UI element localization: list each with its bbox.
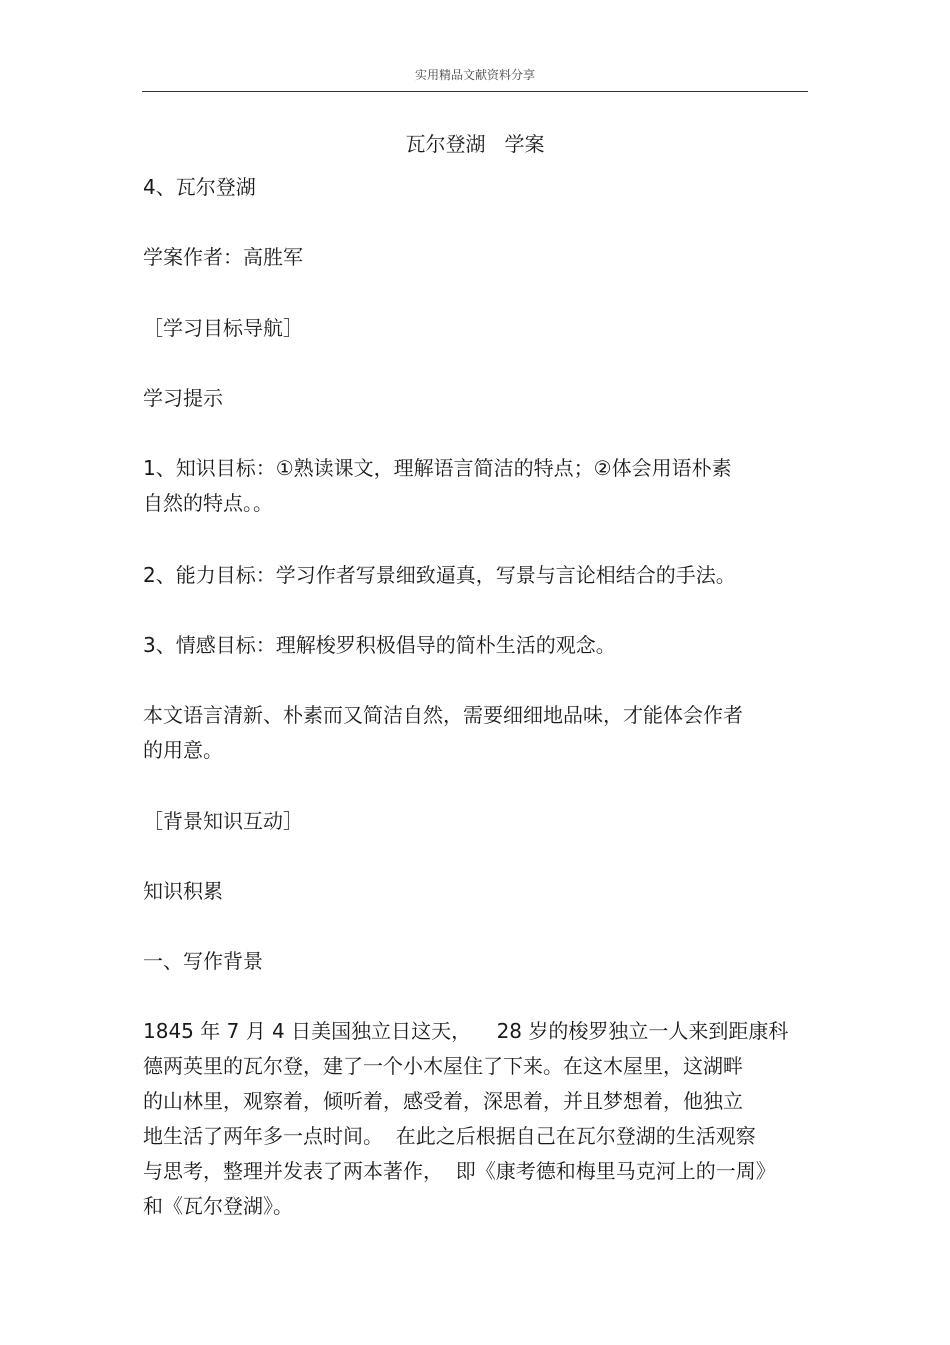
paragraph-line: 自然的特点。。 (143, 491, 273, 515)
section-background-knowledge: ［背景知识互动］ (143, 809, 303, 833)
header-divider (142, 91, 808, 92)
paragraph-line: 1845 年 7 月 4 日美国独立日这天， 28 岁的梭罗独立一人来到距康科 (143, 1019, 789, 1043)
paragraph-line: 本文语言清新、朴素而又简洁自然，需要细细地品味，才能体会作者 (143, 703, 743, 727)
goal-ability: 2、能力目标：学习作者写景细致逼真，写景与言论相结合的手法。 (143, 563, 736, 587)
goal-emotion: 3、情感目标：理解梭罗积极倡导的简朴生活的观念。 (143, 633, 616, 657)
paragraph-line: 与思考，整理并发表了两本著作， 即《康考德和梅里马克河上的一周》 (143, 1159, 776, 1183)
paragraph-line: 地生活了两年多一点时间。 在此之后根据自己在瓦尔登湖的生活观察 (143, 1124, 756, 1148)
summary-paragraph (143, 698, 793, 768)
writing-background-heading: 一、写作背景 (143, 949, 263, 973)
learning-tips-heading: 学习提示 (143, 386, 223, 410)
paragraph-line: 德两英里的瓦尔登，建了一个小木屋住了下来。在这木屋里，这湖畔 (143, 1054, 743, 1078)
goal-knowledge-paragraph (143, 451, 793, 521)
paragraph-line: 的山林里，观察着，倾听着，感受着，深思着，并且梦想着，他独立 (143, 1089, 743, 1113)
page-header: 实用精品文献资料分享 (414, 68, 535, 82)
author-line: 学案作者：高胜军 (143, 245, 303, 269)
section-learning-goals: ［学习目标导航］ (143, 316, 303, 340)
lesson-heading: 4、瓦尔登湖 (143, 175, 256, 199)
paragraph-line: 1、知识目标：①熟读课文，理解语言简洁的特点；②体会用语朴素 (143, 456, 732, 480)
document-title: 瓦尔登湖 学案 (405, 132, 545, 156)
background-paragraph (143, 1014, 793, 1224)
paragraph-line: 和《瓦尔登湖》。 (143, 1194, 293, 1218)
paragraph-line: 的用意。 (143, 738, 223, 762)
knowledge-heading: 知识积累 (143, 879, 223, 903)
